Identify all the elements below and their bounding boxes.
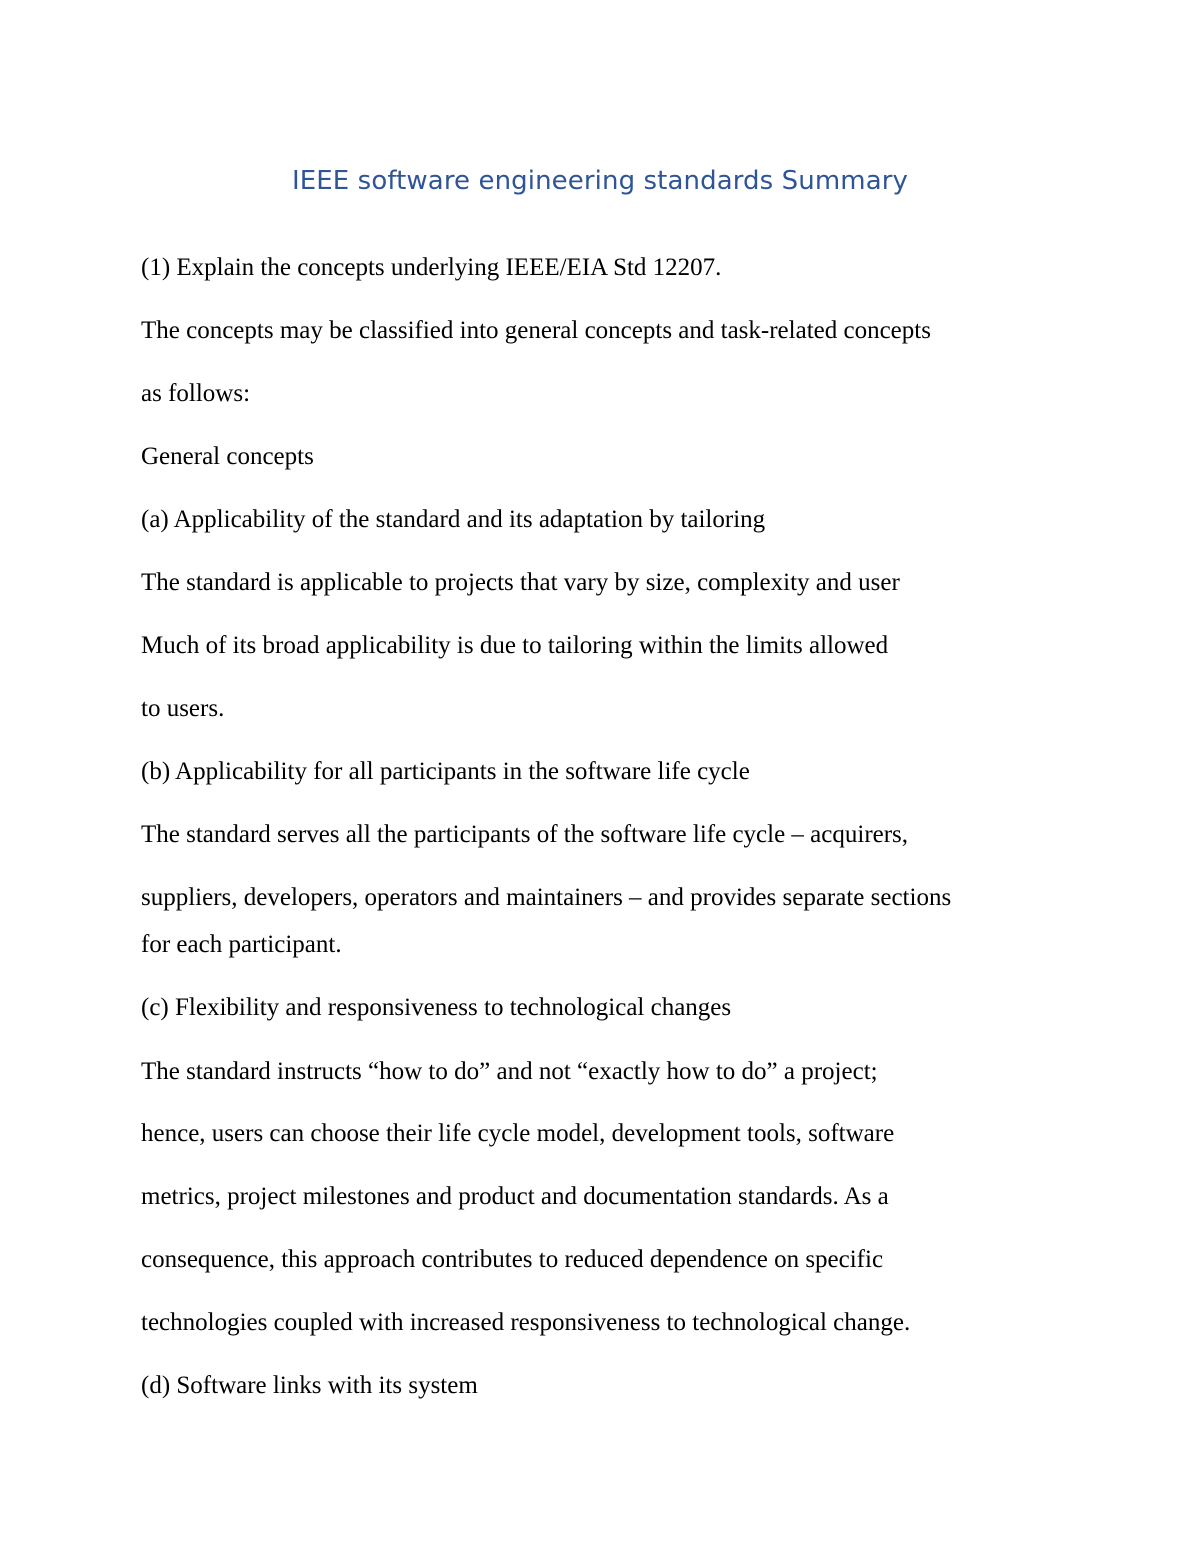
body-line: The standard serves all the participants of the software life cycle – acquirers, xyxy=(141,821,909,848)
subheading-d: (d) Software links with its system xyxy=(141,1372,478,1399)
body-line: The standard is applicable to projects that vary by size, complexity and user xyxy=(141,569,900,596)
body-line: suppliers, developers, operators and maintainers – and provides separate sections xyxy=(141,884,952,911)
body-line: Much of its broad applicability is due to tailoring within the limits allowed xyxy=(141,632,889,659)
subheading-b: (b) Applicability for all participants in the software life cycle xyxy=(141,758,750,785)
body-line: technologies coupled with increased responsiveness to technological change. xyxy=(141,1309,911,1336)
body-line: metrics, project milestones and product and documentation standards. As a xyxy=(141,1183,889,1210)
subheading-a: (a) Applicability of the standard and its adaptation by tailoring xyxy=(141,506,766,533)
document-title: IEEE software engineering standards Summary xyxy=(291,166,909,196)
subheading-c: (c) Flexibility and responsiveness to technological changes xyxy=(141,994,732,1021)
body-line: to users. xyxy=(141,695,225,722)
body-line: consequence, this approach contributes to reduced dependence on specific xyxy=(141,1246,884,1273)
body-line: hence, users can choose their life cycle model, development tools, software xyxy=(141,1120,895,1147)
body-line: for each participant. xyxy=(141,931,342,958)
body-line: The standard instructs “how to do” and not “exactly how to do” a project; xyxy=(141,1058,878,1085)
body-line: The concepts may be classified into general concepts and task-related concepts xyxy=(141,317,931,344)
section-heading-general-concepts: General concepts xyxy=(141,443,314,470)
body-line: as follows: xyxy=(141,380,251,407)
question-heading: (1) Explain the concepts underlying IEEE/EIA Std 12207. xyxy=(141,254,722,281)
